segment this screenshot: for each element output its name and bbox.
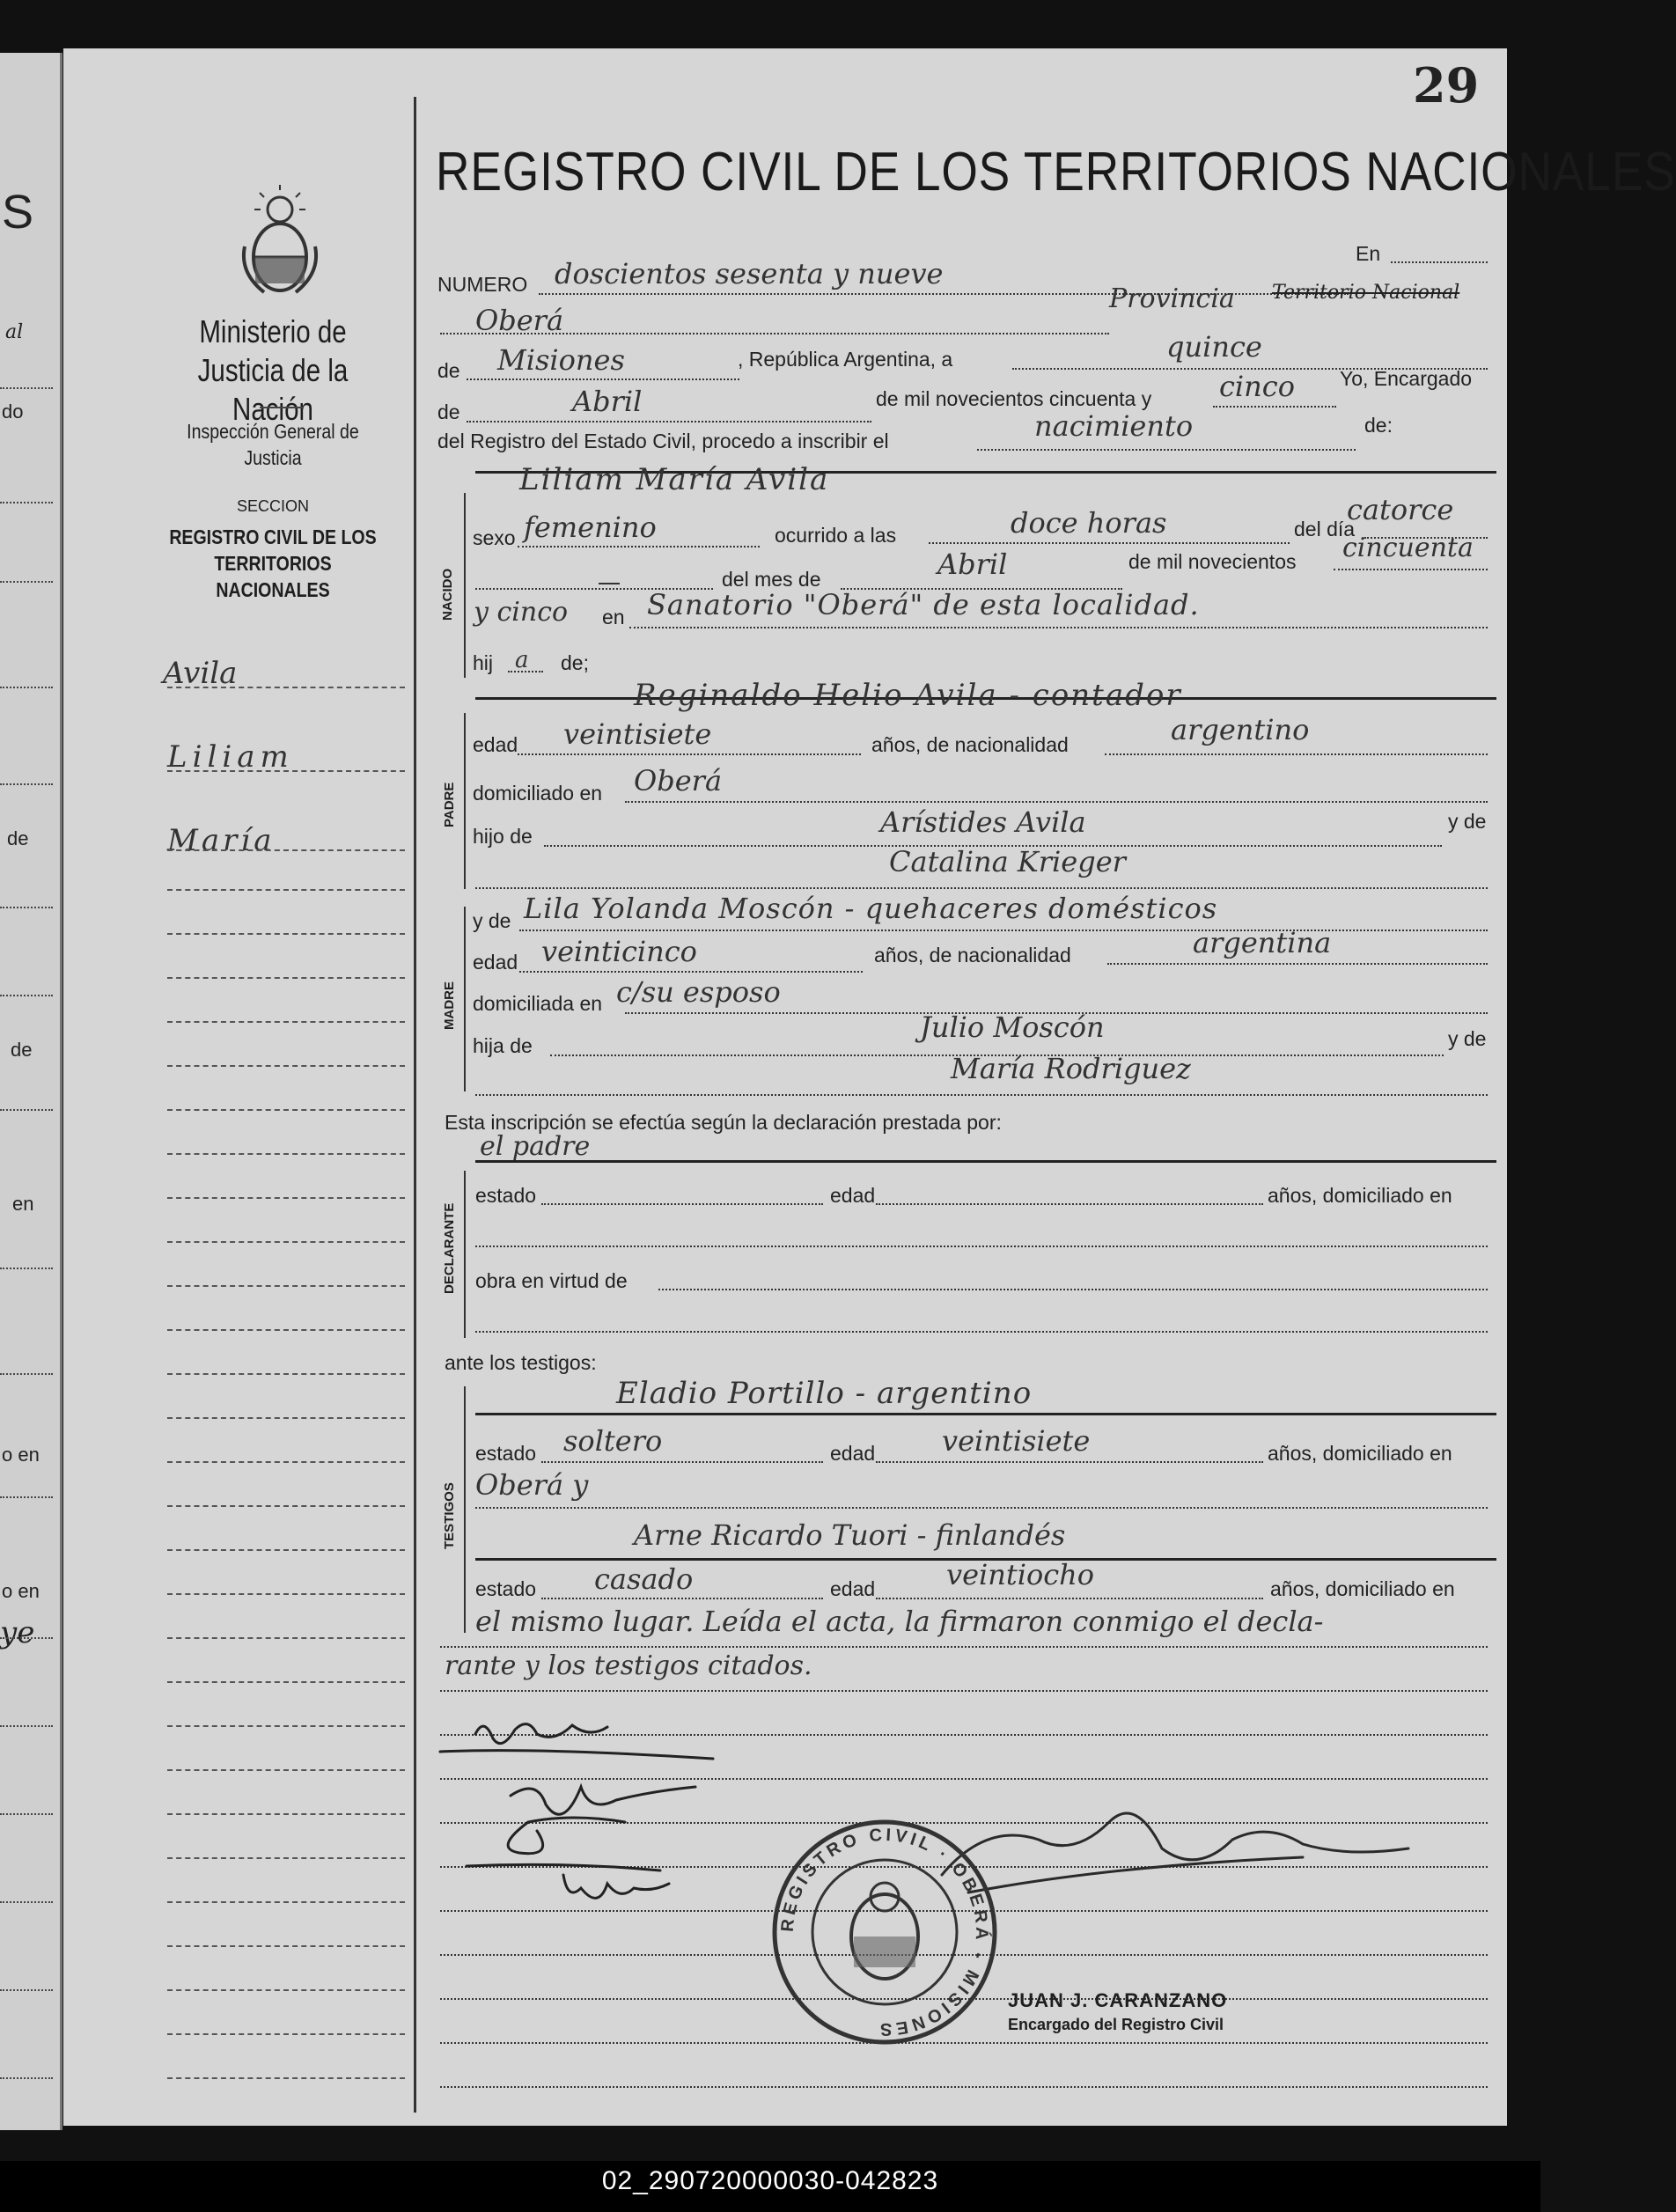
ministry-name: Ministerio de Justicia de la Nación — [197, 313, 349, 427]
field-witness-1: Eladio Portillo - argentino — [616, 1376, 1033, 1411]
label-de-colon: de: — [1364, 414, 1393, 437]
label-de-2: de — [437, 401, 460, 423]
section-declarante-label: DECLARANTE — [442, 1202, 457, 1294]
field-father-mother: Catalina Krieger — [889, 845, 1126, 878]
prev-fragment: de — [11, 1039, 33, 1061]
label-sexo: sexo — [473, 526, 516, 549]
label-declaracion: Esta inscripción se efectúa según la declaración prestada por: — [445, 1111, 1002, 1134]
label-y-de-madre-2: y de — [1448, 1027, 1487, 1050]
closing-text-2: rante y los testigos citados. — [445, 1650, 812, 1681]
svg-text:REGISTRO CIVIL · OBERÁ - MISIO — [778, 1826, 993, 2039]
label-y-de-madre: y de — [473, 909, 511, 932]
label-domiciliada-en: domiciliada en — [473, 992, 603, 1015]
field-mother-mother: María Rodriguez — [951, 1052, 1191, 1085]
field-birth-year-2: y cinco — [474, 597, 569, 628]
section-registry: REGISTRO CIVIL DE LOS TERRITORIOS NACIONALES — [169, 525, 377, 601]
field-hij-suffix: a — [515, 647, 529, 673]
field-witness-1-domicile: Oberá y — [475, 1468, 589, 1502]
field-numero: doscientos sesenta y nueve — [555, 257, 944, 290]
label-estado-w1: estado — [475, 1442, 537, 1465]
label-hijo-de: hijo de — [473, 825, 533, 848]
field-day: quince — [1166, 330, 1262, 364]
field-father-nationality: argentino — [1171, 713, 1310, 746]
field-father-father: Arístides Avila — [880, 805, 1086, 839]
national-coat-of-arms-icon — [238, 185, 322, 299]
section-madre-label: MADRE — [442, 981, 457, 1030]
field-witness-1-age: veintisiete — [942, 1424, 1091, 1458]
officer-name: JUAN J. CARANZANO — [1008, 1989, 1228, 2011]
label-edad-madre: edad — [473, 951, 518, 974]
prev-fragment: ye — [0, 1615, 35, 1650]
field-mother-age: veinticinco — [541, 935, 697, 968]
label-yo-encargado: Yo, Encargado — [1340, 367, 1473, 390]
sidebar-surname: Avila — [163, 656, 238, 691]
field-month: Abril — [572, 385, 643, 418]
field-birth-day: catorce — [1347, 493, 1454, 526]
label-en: En — [1356, 242, 1381, 265]
sidebar-second-name: María — [167, 823, 276, 858]
field-witness-2-status: casado — [594, 1562, 694, 1596]
label-hija-de: hija de — [473, 1034, 533, 1057]
stamp-text: REGISTRO CIVIL · OBERÁ - MISIONES — [777, 1825, 992, 2039]
scan-identifier: 02_290720000030-042823 — [601, 2166, 939, 2195]
field-child-name: Liliam María Avila — [519, 462, 830, 497]
label-republica: , República Argentina, a — [738, 348, 953, 371]
previous-page-edge — [0, 53, 62, 2130]
label-anos-domiciliado-w1: años, domiciliado en — [1268, 1442, 1452, 1465]
column-divider — [414, 97, 416, 2113]
label-estado-w2: estado — [475, 1577, 537, 1600]
label-de-semi: de; — [561, 651, 589, 674]
label-domiciliado-en: domiciliado en — [473, 782, 603, 805]
label-de-mil: de mil novecientos cincuenta y — [876, 387, 1152, 410]
section-nacido-label: NACIDO — [440, 568, 455, 621]
field-witness-2-age: veintiocho — [946, 1558, 1095, 1591]
section-padre-label: PADRE — [442, 782, 457, 827]
field-witness-2: Arne Ricardo Tuori - finlandés — [634, 1518, 1066, 1552]
field-provincia-name: Misiones — [497, 343, 625, 377]
signature-declarant-and-witnesses — [431, 1699, 783, 1963]
field-witness-1-status: soltero — [563, 1424, 663, 1458]
label-edad: edad — [473, 733, 518, 756]
label-territorio: Territorio Nacional — [1272, 282, 1460, 304]
officer-block — [1008, 1989, 1227, 2034]
field-provincia: Provincia — [1109, 283, 1235, 314]
label-y-de: y de — [1448, 810, 1487, 833]
field-mother-nationality: argentina — [1193, 926, 1332, 959]
label-ocurrido: ocurrido a las — [775, 524, 897, 547]
prev-fragment: S — [2, 186, 34, 239]
field-father-name: Reginaldo Helio Avila - contador — [634, 678, 1182, 713]
prev-fragment: al — [5, 321, 24, 343]
registry-stamp — [766, 1813, 1003, 2051]
label-numero: NUMERO — [437, 273, 528, 296]
officer-title: Encargado del Registro Civil — [1008, 2016, 1224, 2033]
label-del-mes: del mes de — [722, 568, 821, 591]
page-title: REGISTRO CIVIL DE LOS TERRITORIOS NACIONALES — [436, 142, 1676, 202]
prev-fragment: en — [12, 1193, 34, 1215]
field-year: cinco — [1219, 370, 1295, 403]
field-sex: femenino — [524, 511, 657, 544]
label-anos-nacionalidad-madre: años, de nacionalidad — [874, 944, 1071, 966]
field-mother-name: Lila Yolanda Moscón - quehaceres domésticos — [524, 892, 1218, 925]
label-ante-testigos: ante los testigos: — [445, 1351, 597, 1374]
label-del-dia: del día — [1294, 518, 1356, 540]
label-anos-nacionalidad: años, de nacionalidad — [871, 733, 1069, 756]
label-en-lugar: en — [602, 606, 625, 628]
closing-text-1: el mismo lugar. Leída el acta, la firmaron conmigo el decla- — [475, 1605, 1324, 1638]
field-declarant: el padre — [480, 1131, 591, 1162]
field-mother-father: Julio Moscón — [920, 1010, 1105, 1044]
prev-fragment: de — [7, 827, 29, 849]
section-testigos-label: TESTIGOS — [442, 1482, 457, 1549]
label-edad-declarante: edad — [830, 1184, 876, 1207]
label-de: de — [437, 359, 460, 382]
inspection-name: Inspección General de Justicia — [187, 420, 359, 469]
sidebar-first-name: Liliam — [167, 739, 294, 775]
label-hij: hij — [473, 651, 494, 674]
field-birth-month: Abril — [937, 547, 1008, 581]
signature-officer — [933, 1769, 1426, 1945]
prev-fragment: o en — [2, 1580, 40, 1602]
section-label: SECCION — [236, 497, 309, 515]
field-hour: doce horas — [1011, 506, 1167, 540]
label-edad-w1: edad — [830, 1442, 876, 1465]
field-birth-place: Sanatorio "Oberá" de esta localidad. — [647, 588, 1200, 621]
prev-fragment: o en — [2, 1444, 40, 1466]
label-estado: estado — [475, 1184, 537, 1207]
label-edad-w2: edad — [830, 1577, 876, 1600]
label-obra-virtud: obra en virtud de — [475, 1269, 628, 1292]
label-registro-line: del Registro del Estado Civil, procedo a inscribir el — [437, 430, 889, 452]
field-act: nacimiento — [1034, 409, 1194, 443]
field-place: Oberá — [475, 304, 564, 337]
field-father-domicile: Oberá — [634, 764, 723, 797]
label-anos-domiciliado: años, domiciliado en — [1268, 1184, 1452, 1207]
field-mother-domicile: c/su esposo — [616, 975, 781, 1009]
field-father-age: veintisiete — [563, 717, 712, 751]
label-anos-domiciliado-w2: años, domiciliado en — [1270, 1577, 1455, 1600]
page-number: 29 — [1413, 57, 1480, 114]
label-de-mil-nov: de mil novecientos — [1128, 550, 1297, 573]
prev-fragment: do — [2, 401, 24, 423]
field-birth-year-1: cincuenta — [1342, 533, 1474, 563]
